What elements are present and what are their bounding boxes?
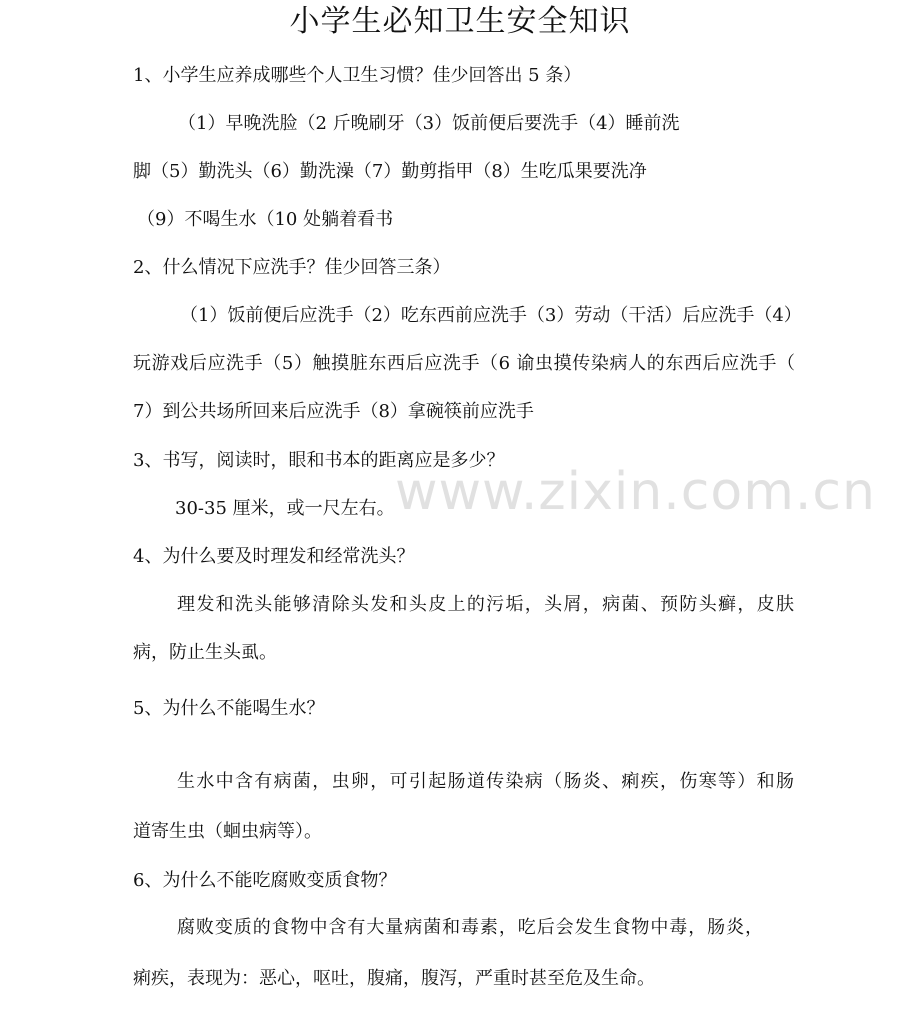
question-6: 6、为什么不能吃腐败变质食物？: [133, 870, 397, 891]
question-3: 3、书写，阅读时，眼和书本的距离应是多少？: [133, 450, 505, 471]
answer-3-line-1: 30-35 厘米，或一尺左右。: [175, 498, 395, 519]
answer-6-line-2: 痢疾，表现为：恶心，呕吐，腹痛，腹泻，严重时甚至危及生命。: [133, 968, 655, 989]
question-2: 2、什么情况下应洗手？佳少回答三条）: [133, 257, 451, 278]
document-title: 小学生必知卫生安全知识: [289, 4, 631, 39]
watermark: www.zixin.com.cn: [395, 462, 876, 522]
answer-1-line-1: （1）早晚洗脸（2 斤晚刷牙（3）饭前便后要洗手（4）睡前洗: [178, 113, 680, 134]
answer-5-line-2: 道寄生虫（蛔虫病等）。: [133, 821, 322, 842]
answer-5-line-1: 生水中含有病菌，虫卵，可引起肠道传染病（肠炎、痢疾，伤寒等）和肠: [177, 771, 794, 792]
answer-6-line-1: 腐败变质的食物中含有大量病菌和毒素，吃后会发生食物中毒，肠炎，: [177, 917, 763, 938]
question-1: 1、小学生应养成哪些个人卫生习惯？佳少回答出 5 条）: [133, 65, 582, 86]
answer-1-line-2: 脚（5）勤洗头（6）勤洗澡（7）勤剪指甲（8）生吃瓜果要洗净: [133, 161, 647, 182]
answer-2-line-3: 7）到公共场所回来后应洗手（8）拿碗筷前应洗手: [133, 401, 534, 422]
answer-4-line-1: 理发和洗头能够清除头发和头皮上的污垢，头屑，病菌、预防头癣，皮肤: [177, 594, 794, 615]
question-4: 4、为什么要及时理发和经常洗头？: [133, 546, 415, 567]
question-5: 5、为什么不能喝生水？: [133, 698, 325, 719]
answer-1-line-3: （9）不喝生水（10 处躺着看书: [137, 209, 394, 230]
answer-2-line-1: （1）饭前便后应洗手（2）吃东西前应洗手（3）劳动（干活）后应洗手（4）: [180, 305, 802, 326]
answer-4-line-2: 病，防止生头虱。: [133, 642, 277, 663]
answer-2-line-2: 玩游戏后应洗手（5）触摸脏东西后应洗手（6 谕虫摸传染病人的东西后应洗手（: [133, 353, 795, 374]
